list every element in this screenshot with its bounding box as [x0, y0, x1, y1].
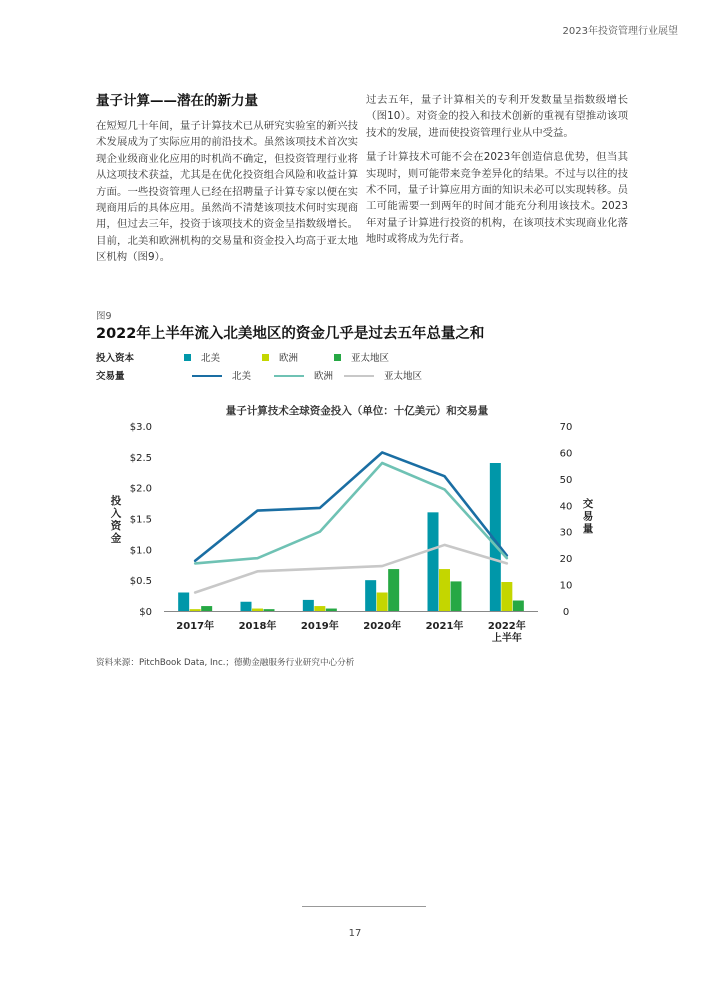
bar [190, 609, 201, 611]
legend-label: 欧洲 [279, 353, 299, 364]
bar [252, 609, 263, 611]
section-heading: 量子计算——潜在的新力量 [96, 93, 258, 109]
legend-label: 北美 [201, 353, 221, 364]
y-right-tick-label: 0 [562, 607, 570, 618]
right-paragraph-1: 过去五年，量子计算相关的专利开发数量呈指数级增长（图10）。对资金的投入和技术创新的重视有望推动该项技术的发展，进而使投资管理行业从中受益。 [366, 94, 628, 139]
y-left-tick-label: $2.5 [129, 452, 152, 464]
legend-capital-title: 投入资本 [96, 353, 135, 364]
y-right-tick-label: 10 [559, 580, 573, 592]
footer-rule [302, 906, 426, 907]
x-tick-label: 2017年 [176, 621, 215, 632]
y-left-axis-label: 投入资金 [110, 495, 122, 545]
y-right-tick-label: 60 [559, 448, 573, 460]
bar [241, 602, 252, 611]
bar [451, 581, 462, 611]
x-tick-label: 2021年 [425, 621, 464, 632]
y-left-tick-label: $1.5 [129, 514, 152, 526]
bar [388, 569, 399, 611]
legend-label: 亚太地区 [384, 371, 423, 382]
chart-title: 量子计算技术全球资金投入（单位：十亿美元）和交易量 [225, 405, 489, 417]
y-right-tick-label: 20 [559, 554, 573, 566]
legend-label: 欧洲 [314, 371, 334, 382]
bar [264, 609, 275, 611]
y-left-tick-label: $0 [139, 607, 152, 618]
bar [377, 593, 388, 612]
figure-source: 资料来源：PitchBook Data, Inc.；德勤金融服务行业研究中心分析 [96, 658, 355, 668]
bar [314, 606, 325, 611]
page-number: 17 [348, 928, 362, 939]
y-left-tick-label: $1.0 [129, 545, 152, 557]
left-paragraph: 在短短几十年间，量子计算技术已从研究实验室的新兴技术发展成为了实际应用的前沿技术。虽然该项技术首次实现企业级商业化应用的时机尚不确定，但投资管理行业将从这项技术获益，尤其是在优化投资组合风险和收益计算方面。一些投资管理人已经在招聘量子计算专家以便在实现商用后的具体应用。虽然尚不清楚该项技术何时实现商用，但过去三年，投资于该项技术的资金呈指数级增长。目前，北美和欧洲机构的交易量和资金投入均高于亚太地区机构（图9）。 [96, 120, 358, 264]
x-tick-label: 2018年 [238, 621, 277, 632]
bar [201, 606, 212, 611]
bar [501, 582, 512, 611]
y-right-tick-label: 50 [559, 474, 573, 486]
bar [303, 600, 314, 611]
figure-label: 图9 [96, 311, 112, 322]
bar [326, 609, 337, 611]
legend-volume-title: 交易量 [96, 371, 125, 382]
right-paragraph-2: 量子计算技术可能不会在2023年创造信息优势，但当其实现时，则可能带来竞争差异化的结果。不过与以往的技术不同，量子计算应用方面的知识未必可以实现转移。员工可能需要一到两年的时间才能充分利用该技术。2023年对量子计算进行投资的机构，在该项技术实现商业化落地时或将成为先行者。 [366, 151, 628, 246]
y-left-tick-label: $3.0 [129, 422, 152, 433]
legend-label: 亚太地区 [351, 353, 390, 364]
x-tick-label: 2022年上半年 [487, 621, 526, 644]
y-right-tick-label: 70 [559, 422, 573, 433]
y-right-tick-label: 30 [559, 527, 573, 539]
x-tick-label: 2019年 [300, 621, 339, 632]
x-tick-label: 2020年 [363, 621, 402, 632]
bar [513, 601, 524, 611]
y-left-tick-label: $2.0 [129, 483, 152, 495]
y-right-axis-label: 交易量 [582, 498, 594, 535]
header-title: 2023年投资管理行业展望 [562, 26, 678, 37]
y-left-tick-label: $0.5 [129, 576, 152, 588]
y-right-tick-label: 40 [559, 501, 573, 513]
figure-title: 2022年上半年流入北美地区的资金几乎是过去五年总量之和 [96, 326, 485, 342]
bar [439, 569, 450, 611]
legend-label: 北美 [232, 371, 252, 382]
bar [428, 512, 439, 611]
bar [365, 580, 376, 611]
bar [178, 593, 189, 612]
